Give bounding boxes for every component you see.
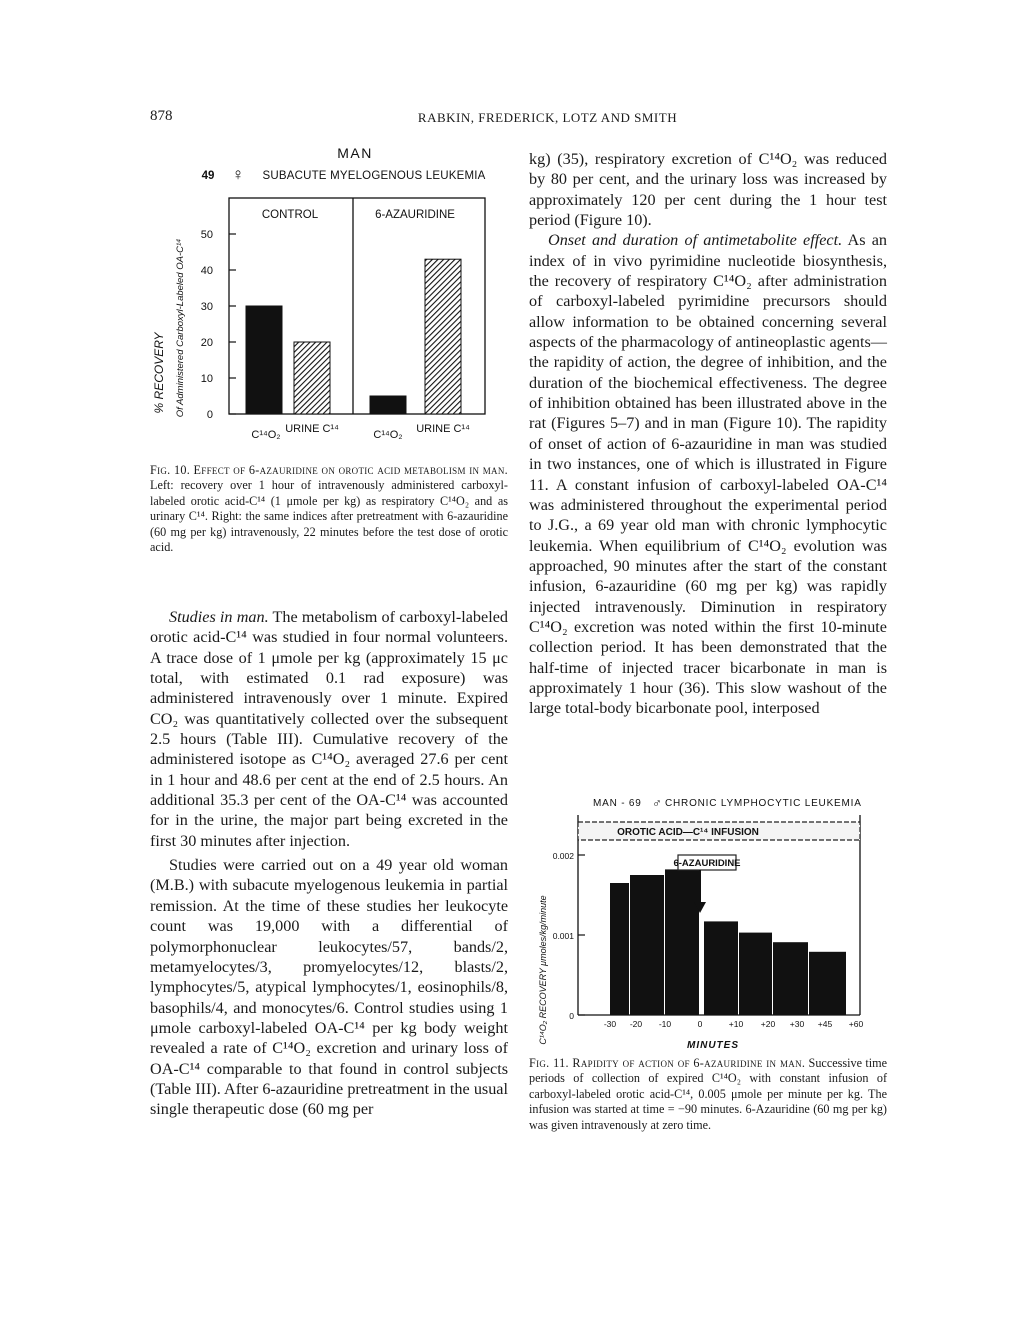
fig10-panel-control: CONTROL	[261, 209, 319, 221]
figure-10-chart	[140, 138, 510, 458]
fig11-y-tick-label: 0.002	[552, 851, 574, 861]
fig11-x-tick-label: -10	[658, 1019, 672, 1029]
infusion-label: OROTIC ACID—C¹⁴ INFUSION	[617, 827, 759, 838]
left-column	[150, 607, 508, 1120]
fig11-x-tick-label: 0	[697, 1019, 703, 1029]
fig10-y-tick-label: 50	[200, 229, 213, 241]
fig10-y-tick-label: 40	[200, 265, 213, 277]
fig11-title-diagnosis: CHRONIC LYMPHOCYTIC LEUKEMIA	[665, 798, 862, 809]
fig11-y-tick-label: 0	[569, 1011, 574, 1021]
fig10-y-tick-label: 0	[206, 409, 213, 421]
page-number: 878	[150, 108, 173, 124]
onset-text: As an index of in vivo pyrimidine nucleotide biosynthesis, the recovery of respiratory C¹⁴O₂ after administration of carboxyl-labeled pyrimidine precursors should allow information to be obtained concerning several aspects of the pharmacology of antineoplastic agents—the rapidity of action, the degree of inhibition, and the duration of the biochemical effectiveness. The degree of inhibition obtained has been illustrated above in the rat (Figures 5–7) and in man (Figure 10). The rapidity of onset of action of 6-azauridine in man was studied in two instances, one of which is illustrated in Figure 11. A constant infusion of carboxyl-labeled OA-C¹⁴ was administered throughout the experimental period to J.G., a 69 year old man with chronic lymphocytic leukemia. When equilibrium of C¹⁴O₂ evolution was approached, 90 minutes after the start of the constant infusion, 6-azauridine (60 mg per kg) was rapidly injected intravenously. Diminution in respiratory C¹⁴O₂ excretion was noted within the first 10-minute collection period. It has been demonstrated that the half-time of injected tracer bicarbonate in man is approximately 1 hour (36). This slow washout of the large total-body bicarbonate pool, interposed	[529, 231, 887, 718]
fig11-x-tick-label: -30	[603, 1019, 617, 1029]
fig11-x-tick-label: +30	[789, 1019, 805, 1029]
fig10-xlabel-urine-control: URINE C¹⁴	[285, 423, 339, 435]
fig10-title-man: MAN	[337, 145, 373, 161]
fig10-xlabel-urine-aza: URINE C¹⁴	[416, 423, 470, 435]
fig11-bar	[809, 952, 846, 1015]
fig10-bar	[246, 306, 282, 414]
fig11-title-man: MAN - 69	[593, 798, 642, 809]
fig10-caption-body: Left: recovery over 1 hour of intravenously administered carboxyl-labeled orotic acid-C¹⁴ (1 μmole per kg) as respiratory C¹⁴O₂ and as urinary C¹⁴. Right: the same indices after pretreatment with 6-azauridine (60 mg per kg) intravenously, 22 minutes before the test dose of orotic acid.	[150, 478, 508, 555]
fig10-y-axis-label: % RECOVERY	[152, 332, 166, 414]
fig11-caption-body: Successive time periods of collection of expired C¹⁴O₂ with constant infusion of carboxyl-labeled orotic acid-C¹⁴, 0.005 μmole per minute per kg. The infusion was started at time = −90 minutes. 6-Azauridine (60 mg per kg) was given intravenously at zero time.	[529, 1056, 887, 1132]
fig11-x-tick-label: +60	[848, 1019, 864, 1029]
fig10-xlabel-co2-aza: C¹⁴O₂	[373, 429, 403, 441]
fig10-bar	[425, 259, 461, 414]
fig11-bar	[610, 883, 629, 1015]
figure-11-caption	[529, 1056, 887, 1133]
fig11-bar	[665, 869, 699, 1015]
fig10-title-age: 49	[201, 170, 215, 182]
fig10-bar	[294, 342, 330, 414]
fig11-bar	[739, 933, 772, 1015]
figure-10-caption	[150, 463, 508, 555]
fig10-female-icon: ♀	[231, 165, 245, 184]
right-column	[529, 149, 887, 719]
fig11-x-tick-label: -20	[629, 1019, 643, 1029]
fig10-caption-head: Fig. 10. Effect of 6-azauridine on orotic acid metabolism in man.	[150, 463, 508, 477]
fig10-xlabel-co2-control: C¹⁴O₂	[251, 429, 281, 441]
running-title: RABKIN, FREDERICK, LOTZ AND SMITH	[417, 110, 678, 125]
fig10-y-axis-sublabel: Of Administered Carboxyl-Labeled OA-C¹⁴	[175, 238, 186, 418]
fig10-y-tick-label: 20	[200, 337, 213, 349]
fig10-y-tick-label: 10	[200, 373, 213, 385]
fig11-x-tick-label: +45	[817, 1019, 833, 1029]
mb-patient-paragraph: Studies were carried out on a 49 year old woman (M.B.) with subacute myelogenous leukemia in partial remission. At the time of these studies her leukocyte count was 19,000 with a differential of polymorphonuclear leukocytes/57, bands/2, metamyelocytes/3, promyelocytes/12, blasts/2, lymphocytes/5, atypical lymphocytes/1, eosinophils/8, basophils/4, and monocytes/6. Control studies using 1 μmole carboxyl-labeled OA-C¹⁴ per kg body weight revealed a rate of C¹⁴O₂ excretion and urinary loss of OA-C¹⁴ comparable to that found in control subjects (Table III). After 6-azauridine pretreatment in the usual single therapeutic dose (60 mg per	[150, 856, 508, 1119]
fig11-x-tick-label: +20	[760, 1019, 776, 1029]
fig11-x-axis-label: MINUTES	[687, 1040, 739, 1051]
onset-heading: Onset and duration of antimetabolite effect.	[548, 231, 843, 250]
fig11-bar	[773, 942, 808, 1015]
fig10-title-diagnosis: SUBACUTE MYELOGENOUS LEUKEMIA	[262, 170, 486, 182]
fig11-caption-head: Fig. 11. Rapidity of action of 6-azauridine in man.	[529, 1056, 806, 1070]
studies-in-man-text: The metabolism of carboxyl-labeled orotic acid-C¹⁴ was studied in four normal volunteers. A trace dose of 1 μmole per kg (approximately 15 μc total, with estimated 0.1 rad exposure) was administered intravenously over 1 minute. Expired CO₂ was quantitatively collected over the subsequent 2.5 hours (Table III). Cumulative recovery of the administered isotope as C¹⁴O₂ averaged 27.6 per cent in 1 hour and 48.6 per cent at the end of 2.5 hours. An additional 35.3 per cent of the OA-C¹⁴ was accounted for in the urine, the major part being excreted in the first 30 minutes after injection.	[150, 608, 508, 850]
figure-11-chart	[528, 790, 888, 1052]
fig10-y-tick-label: 30	[200, 301, 213, 313]
fig11-y-axis-label: C¹⁴O₂ RECOVERY μmoles/kg/minute	[538, 895, 548, 1045]
fig10-panel-azauridine: 6-AZAURIDINE	[375, 209, 455, 221]
fig11-bar	[630, 875, 664, 1015]
fig11-y-tick-label: 0.001	[552, 931, 574, 941]
studies-in-man-heading: Studies in man.	[169, 608, 269, 626]
fig11-male-icon: ♂	[652, 795, 662, 810]
fig11-x-tick-label: +10	[728, 1019, 744, 1029]
fig11-bar	[704, 921, 738, 1015]
azauridine-label: 6-AZAURIDINE	[673, 858, 741, 869]
continuation-paragraph: kg) (35), respiratory excretion of C¹⁴O₂ was reduced by 80 per cent, and the urinary loss was increased by approximately 120 per cent during the 1 hour test period (Figure 10).	[529, 150, 887, 230]
fig10-bar	[370, 396, 406, 414]
